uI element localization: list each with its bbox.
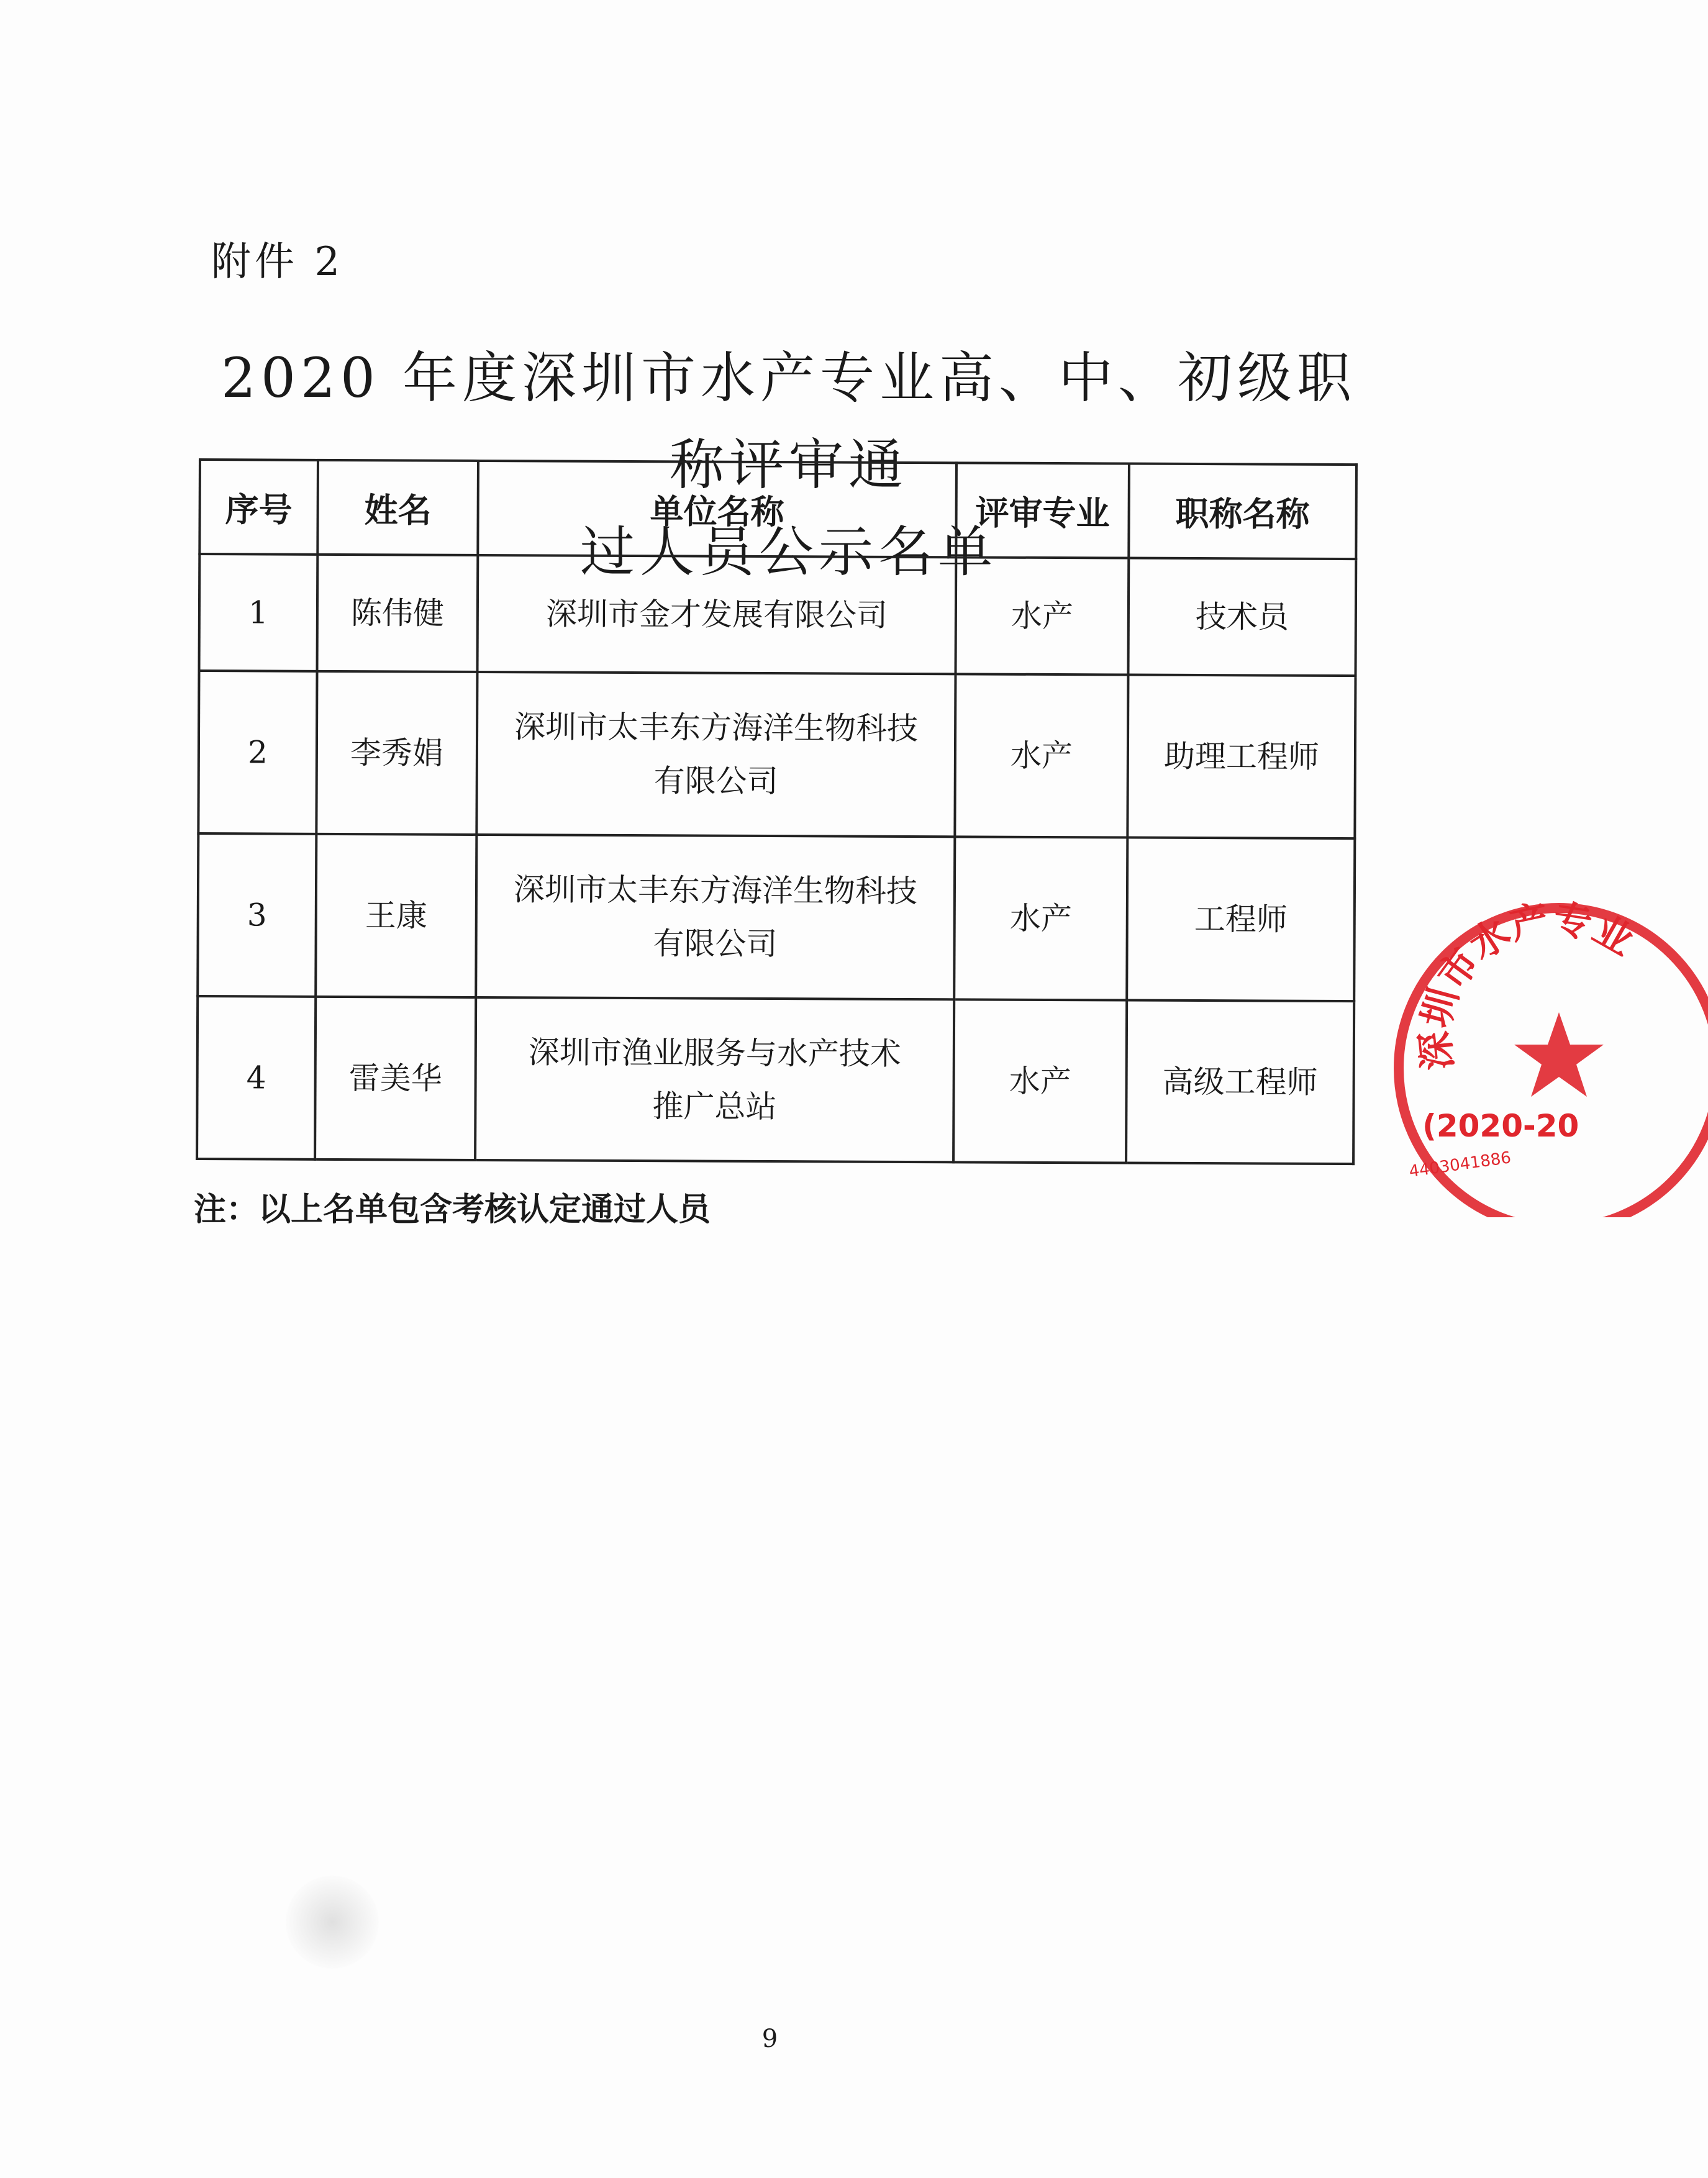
header-unit: 单位名称 xyxy=(478,461,956,557)
attachment-label: 附件 2 xyxy=(211,239,344,285)
header-title: 职称名称 xyxy=(1129,464,1356,560)
unit-line-1: 深圳市太丰东方海洋生物科技 xyxy=(514,709,919,747)
roster-table xyxy=(196,458,1358,1165)
seal-arc-path-text: 深圳市水产专业 xyxy=(1412,896,1642,1073)
seal-serial: 4403041886 xyxy=(1407,1148,1512,1181)
cell-name: 陈伟健 xyxy=(317,555,478,672)
cell-unit xyxy=(476,672,955,837)
cell-major: 水产 xyxy=(955,674,1128,837)
header-name: 姓名 xyxy=(317,460,478,555)
cell-title: 技术员 xyxy=(1128,558,1356,676)
unit-line-1: 深圳市太丰东方海洋生物科技 xyxy=(513,871,918,910)
cell-major: 水产 xyxy=(954,837,1127,1000)
official-seal-stamp xyxy=(1373,882,1708,1217)
cell-title: 助理工程师 xyxy=(1127,675,1355,839)
scan-smudge xyxy=(286,1876,379,1969)
title-line-2: 过人员公示名单 xyxy=(579,519,997,584)
cell-seq: 2 xyxy=(198,671,317,834)
cell-title: 工程师 xyxy=(1127,838,1355,1002)
cell-major: 水产 xyxy=(955,557,1129,674)
page-number: 9 xyxy=(761,2025,778,2053)
table-row xyxy=(199,554,1356,676)
star-icon xyxy=(1514,1012,1604,1097)
footnote: 注：以上名单包含考核认定通过人员 xyxy=(194,1191,711,1228)
cell-seq: 4 xyxy=(197,996,316,1159)
unit-line-2: 推广总站 xyxy=(652,1088,777,1125)
cell-title: 高级工程师 xyxy=(1126,1001,1354,1164)
table-row xyxy=(198,671,1355,838)
cell-name: 王康 xyxy=(316,834,476,997)
cell-seq: 1 xyxy=(199,554,318,671)
cell-name: 雷美华 xyxy=(315,997,476,1160)
unit-line-1: 深圳市金才发展有限公司 xyxy=(545,596,888,633)
header-major: 评审专业 xyxy=(956,463,1129,558)
seal-graphic xyxy=(1373,882,1708,1217)
seal-year-range: (2020-20 xyxy=(1422,1108,1579,1144)
cell-unit xyxy=(475,997,954,1162)
cell-major: 水产 xyxy=(953,999,1127,1163)
cell-name: 李秀娟 xyxy=(316,671,477,835)
cell-seq: 3 xyxy=(198,833,316,997)
table-header-row xyxy=(199,460,1356,559)
table-row xyxy=(197,996,1354,1164)
unit-line-1: 深圳市渔业服务与水产技术 xyxy=(528,1034,901,1072)
unit-line-2: 有限公司 xyxy=(653,925,778,963)
header-seq: 序号 xyxy=(199,460,318,555)
cell-unit xyxy=(478,555,956,674)
table-row xyxy=(198,833,1355,1001)
cell-unit xyxy=(476,835,955,999)
unit-line-2: 有限公司 xyxy=(653,763,778,800)
title-line-1: 2020 年度深圳市水产专业高、中、初级职称评审通 xyxy=(221,345,1356,497)
